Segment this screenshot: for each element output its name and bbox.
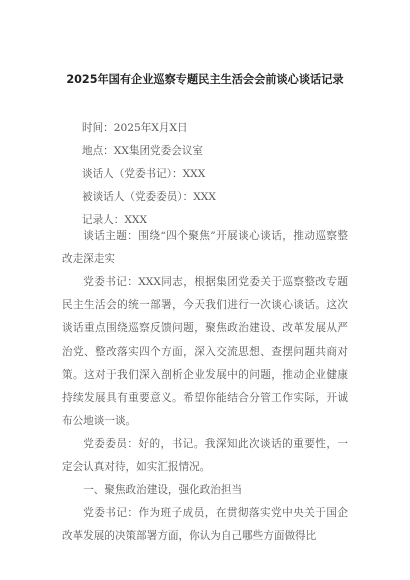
- meta-recorder-value: XXX: [124, 214, 148, 226]
- meta-interviewee-label: 被谈话人（党委委员）：: [82, 191, 194, 203]
- meta-location-value: XX集团党委会议室: [113, 145, 204, 157]
- document-title: 2025年国有企业巡察专题民主生活会会前谈心谈话记录: [66, 73, 344, 86]
- section-heading: 一、聚焦政治建设，强化政治担当: [83, 484, 243, 496]
- meta-time: [82, 121, 188, 135]
- meta-interviewer-value: XXX: [182, 168, 206, 180]
- meta-time-value: 2025年X月X日: [113, 122, 188, 134]
- meta-recorder-label: 记录人：: [82, 214, 125, 226]
- meta-interviewer-label: 谈话人（党委书记）：: [82, 168, 183, 180]
- meta-interviewee: [82, 190, 216, 204]
- meta-location-label: 地点：: [82, 145, 114, 157]
- meta-location: [82, 144, 203, 158]
- meta-time-label: 时间：: [82, 122, 114, 134]
- paragraph-opening: 党委书记：XXX同志，根据集团党委关于巡察整改专题民主生活会的统一部署，今天我们进行一次谈心谈话。这次谈话重点围绕巡察反馈问题，聚焦政治建设、改革发展从严治党、整改落实四个方面，深入交流思想、查摆问题共商对策。这对于我们深入剖析企业发展中的问题，推动企业健康持续发展具有重要意义。希望你能结合分管工作实际，开诚布公地谈一谈。: [62, 276, 348, 428]
- conversation-topic: 谈话主题：围绕“四个聚焦”开展谈心谈话，推动巡察整改走深走实: [62, 230, 348, 266]
- paragraph-question: 党委书记：作为班子成员，在贯彻落实党中央关于国企改革发展的决策部署方面，你认为自己哪些方面做得比: [62, 507, 348, 543]
- meta-interviewee-value: XXX: [193, 191, 216, 203]
- meta-interviewer: [82, 167, 205, 181]
- paragraph-reply: 党委委员：好的，书记。我深知此次谈话的重要性，一定会认真对待，如实汇报情况。: [62, 438, 348, 474]
